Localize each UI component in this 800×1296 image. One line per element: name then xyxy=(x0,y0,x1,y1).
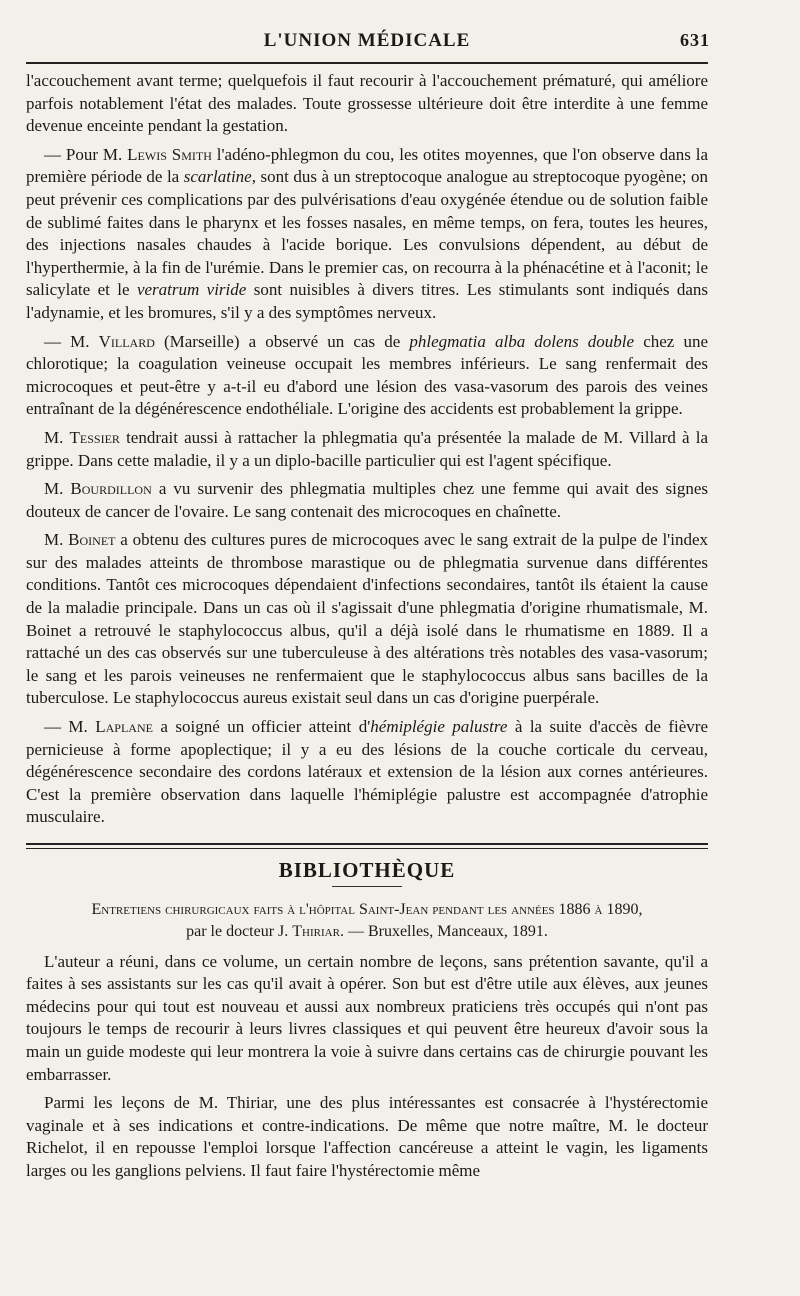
text-run: à la suite d'accès de fièvre pernicieuse à forme apoplectique; il y a eu des lésions de la couche corticale du cerveau, dégénérescence secondaire des cordons latéraux et extension de la lésion aux cornes antérieures. C'est la première observation dans laquelle l'hémiplégie palustre est accompagnée d'atrophie musculaire. xyxy=(26,717,708,827)
text-run: — M. xyxy=(44,331,99,351)
text-run: a vu survenir des phlegmatia multiples chez une femme qui avait des signes douteux de cancer de l'ovaire. Le sang contenait des microcoques en chaînette. xyxy=(26,479,708,521)
text-run: , sont dus à un streptocoque analogue au streptocoque pyogène; on peut prévenir ces complications par des pulvérisations d'eau oxygénée étendue ou de solution faible de sublimé faites dans le pharynx et les fosses nasales, en même temps, on fera, toutes les heures, des injections nasales chaudes à l'acide borique. Les convulsions dépendent, au début de l'hyperthermie, à la fin de l'urémie. Dans le premier cas, on recourra à la phénacétine et à l'aconit; le salicylate et le xyxy=(26,167,708,300)
paragraph xyxy=(26,70,708,138)
paragraph xyxy=(26,951,708,1087)
text-run: Parmi les leçons de M. Thiriar, une des plus intéressantes est consacrée à l'hystérectomie vaginale et à ses indications et contre-indications. De même que notre maître, M. le docteur Richelot, il en repousse l'emploi lorsque l'affection cancéreuse a atteint le vagin, les ligaments larges ou les ganglions pelviens. Il faut faire l'hystérectomie même xyxy=(26,1093,708,1180)
author-name: Boinet xyxy=(68,530,116,550)
author-name: Villard xyxy=(98,331,155,351)
book-publisher: . — Bruxelles, Manceaux, 1891. xyxy=(339,922,548,940)
section-title-rule xyxy=(332,886,402,887)
text-run: tendrait aussi à rattacher la phlegmatia qu'a présentée la malade de M. Villard à la grippe. Dans cette maladie, il y a un diplo-bacille particulier qui est l'agent spécifique. xyxy=(26,427,708,470)
text-run: l'accouchement avant terme; quelquefois il faut recourir à l'accouchement prématuré, qui améliore parfois notablement l'état des malades. Toute grossesse ultérieure doit être interdite à une femme devenue enceinte pendant la gestation. xyxy=(26,71,708,136)
book-author: Thiriar xyxy=(292,922,340,940)
text-run: M. xyxy=(44,427,70,447)
text-run: a obtenu des cultures pures de microcoques avec le sang extrait de la pulpe de l'index sur des malades atteints de thrombose marastique ou de phlegmatia survenue dans différentes conditions. Tantôt ces microcoques dépendaient d'infections secondaires, tantôt ils étaient la cause de la maladie principale. Dans un cas où il s'agissait d'une phlegmatia d'origine rhumatismale, M. Boinet a retrouvé le staphylococcus albus, qu'il a déjà isolé dans le rhumatisme en 1889. Il a rattaché un des cas observés sur une tuberculeuse à des altérations très notables des vasa-vasorum; le sang et les parois veineuses ne renfermaient que le staphylococcus albus sans bacilles de la tuberculose. Le staphylococcus aureus existait seul dans un cas d'origine puerpérale. xyxy=(26,530,708,708)
section-title: BIBLIOTHÈQUE xyxy=(278,858,456,882)
text-run: M. xyxy=(44,530,69,550)
author-name: Bourdillon xyxy=(70,479,152,499)
italic-term: veratrum viride xyxy=(136,280,247,300)
book-author-line xyxy=(26,921,708,943)
main-paragraphs xyxy=(26,70,708,829)
section-separator xyxy=(26,843,708,849)
paragraph xyxy=(26,529,708,710)
running-header xyxy=(26,26,708,60)
paragraph xyxy=(26,427,708,472)
italic-term: phlegmatia alba dolens double xyxy=(409,331,635,351)
author-name: Lewis Smith xyxy=(127,144,212,164)
paragraph xyxy=(26,716,708,829)
paragraph xyxy=(26,144,708,325)
text-run: chez une chlorotique; la coagulation veineuse occupait les membres inférieurs. Le sang renfermait des microcoques et peut-être y a-t-il eu d'abord une lésion des vasa-vasorum des parois des veines entraînant de la dégénérescence endothéliale. L'origine des accidents est probablement la grippe. xyxy=(26,331,708,419)
book-author-prefix: par le docteur J. xyxy=(186,922,293,940)
review-paragraphs xyxy=(26,951,708,1183)
page-number: 631 xyxy=(680,30,710,50)
journal-title: L'UNION MÉDICALE xyxy=(263,30,471,51)
text-run: L'auteur a réuni, dans ce volume, un certain nombre de leçons, sans prétention savante, qu'il a faites à ses assistants sur les cas qu'il avait à opérer. Son but est d'être utile aux élèves, aux jeunes médecins pour qui tout est nouveau et aussi aux nombreux praticiens très occupés qui n'ont pas toujours le temps de recourir à leurs livres classiques et qui peuvent être heureux d'avoir sous la main un guide modeste qui leur montrera la voie à suivre dans certains cas de chirurgie pouvant les embarrasser. xyxy=(26,951,708,1084)
book-title: Entretiens chirurgicaux faits à l'hôpital Saint-Jean pendant les années 1886 à 1890, xyxy=(91,900,643,918)
text-run: sont nuisibles à divers titres. Les stimulants sont indiqués dans l'adynamie, et les bromures, s'il y a des symptômes nerveux. xyxy=(26,280,708,322)
text-run: l'adéno-phlegmon du cou, les otites moyennes, que l'on observe dans la première période de la xyxy=(26,144,708,187)
header-rule xyxy=(26,62,708,64)
text-run: a soigné un officier atteint d' xyxy=(152,717,371,737)
author-name: Laplane xyxy=(95,717,153,737)
paragraph xyxy=(26,1092,708,1182)
text-run: — Pour M. xyxy=(44,144,128,164)
italic-term: scarlatine xyxy=(183,167,252,187)
italic-term: hémiplégie palustre xyxy=(370,717,508,737)
article-body xyxy=(26,70,708,1183)
text-run: (Marseille) a observé un cas de xyxy=(154,331,410,351)
text-run: M. xyxy=(44,479,71,499)
book-entry xyxy=(26,899,708,943)
text-run: — M. xyxy=(44,717,96,737)
paragraph xyxy=(26,331,708,421)
author-name: Tessier xyxy=(69,427,120,447)
paragraph xyxy=(26,478,708,523)
